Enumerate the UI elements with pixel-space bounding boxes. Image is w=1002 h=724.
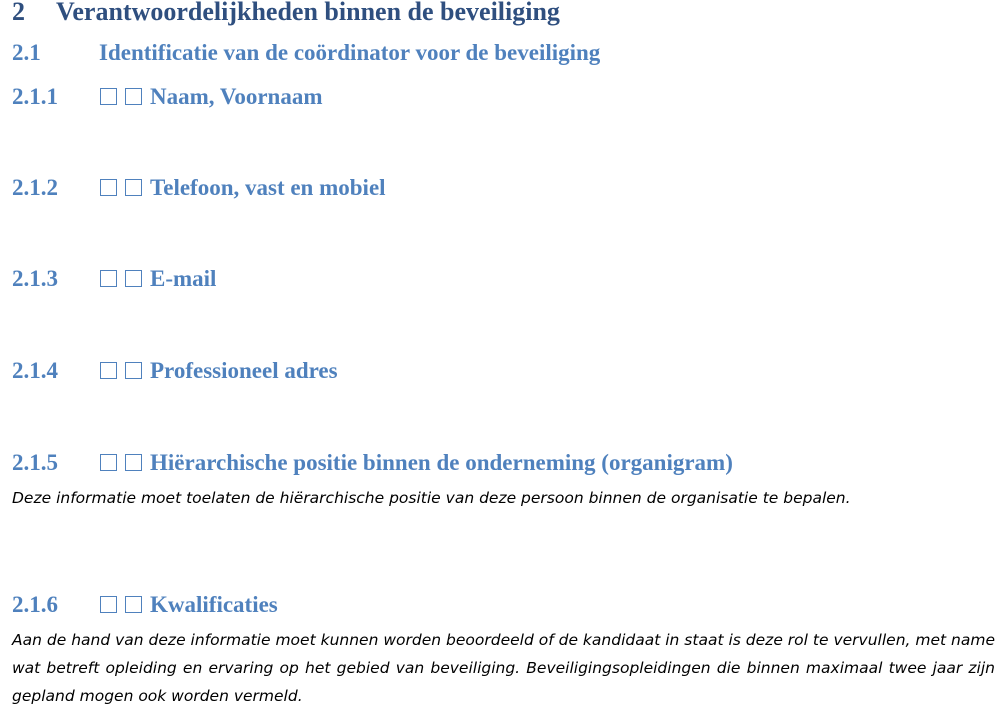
checkbox-1[interactable] <box>100 596 117 613</box>
item-description: Aan de hand van deze informatie moet kunnen worden beoordeeld of de kandidaat in staat is deze rol te vervullen, met name wat betreft opleiding en ervaring op het gebied van beveiliging. Beveiligingsopleidingen die binnen maximaal twee jaar zijn gepland mogen ook worden vermeld. <box>12 631 995 705</box>
item-number: 2.1.3 <box>12 266 58 291</box>
item-title: Professioneel adres <box>150 358 338 383</box>
item-title: Naam, Voornaam <box>150 84 323 109</box>
item-number: 2.1.6 <box>12 592 58 617</box>
item-heading-telefoon <box>12 173 386 203</box>
checkbox-1[interactable] <box>100 270 117 287</box>
subsection-number: 2.1 <box>12 40 41 65</box>
checkbox-1[interactable] <box>100 454 117 471</box>
checkbox-2[interactable] <box>125 362 142 379</box>
item-number: 2.1.2 <box>12 175 58 200</box>
item-heading-adres <box>12 356 338 386</box>
checkbox-2[interactable] <box>125 454 142 471</box>
section-title: Verantwoordelijkheden binnen de beveiliging <box>56 0 560 26</box>
checkbox-1[interactable] <box>100 362 117 379</box>
item-title: Telefoon, vast en mobiel <box>150 175 386 200</box>
checkbox-2[interactable] <box>125 88 142 105</box>
item-number: 2.1.4 <box>12 358 58 383</box>
item-title: Hiërarchische positie binnen de onderneming (organigram) <box>150 450 733 475</box>
checkbox-2[interactable] <box>125 596 142 613</box>
item-heading-hierarchie <box>12 448 733 478</box>
subsection-title: Identificatie van de coördinator voor de beveiliging <box>99 40 601 65</box>
checkbox-1[interactable] <box>100 179 117 196</box>
item-heading-kwalificaties <box>12 590 278 620</box>
item-heading-email <box>12 264 216 294</box>
item-title: Kwalificaties <box>150 592 278 617</box>
item-number: 2.1.1 <box>12 84 58 109</box>
subsection-heading <box>12 40 600 66</box>
item-number: 2.1.5 <box>12 450 58 475</box>
item-description: Deze informatie moet toelaten de hiërarchische positie van deze persoon binnen de organisatie te bepalen. <box>12 489 851 507</box>
section-number: 2 <box>12 0 25 26</box>
item-heading-naam <box>12 82 323 112</box>
item-title: E-mail <box>150 266 217 291</box>
checkbox-2[interactable] <box>125 179 142 196</box>
checkbox-1[interactable] <box>100 88 117 105</box>
section-heading <box>12 0 560 27</box>
checkbox-2[interactable] <box>125 270 142 287</box>
